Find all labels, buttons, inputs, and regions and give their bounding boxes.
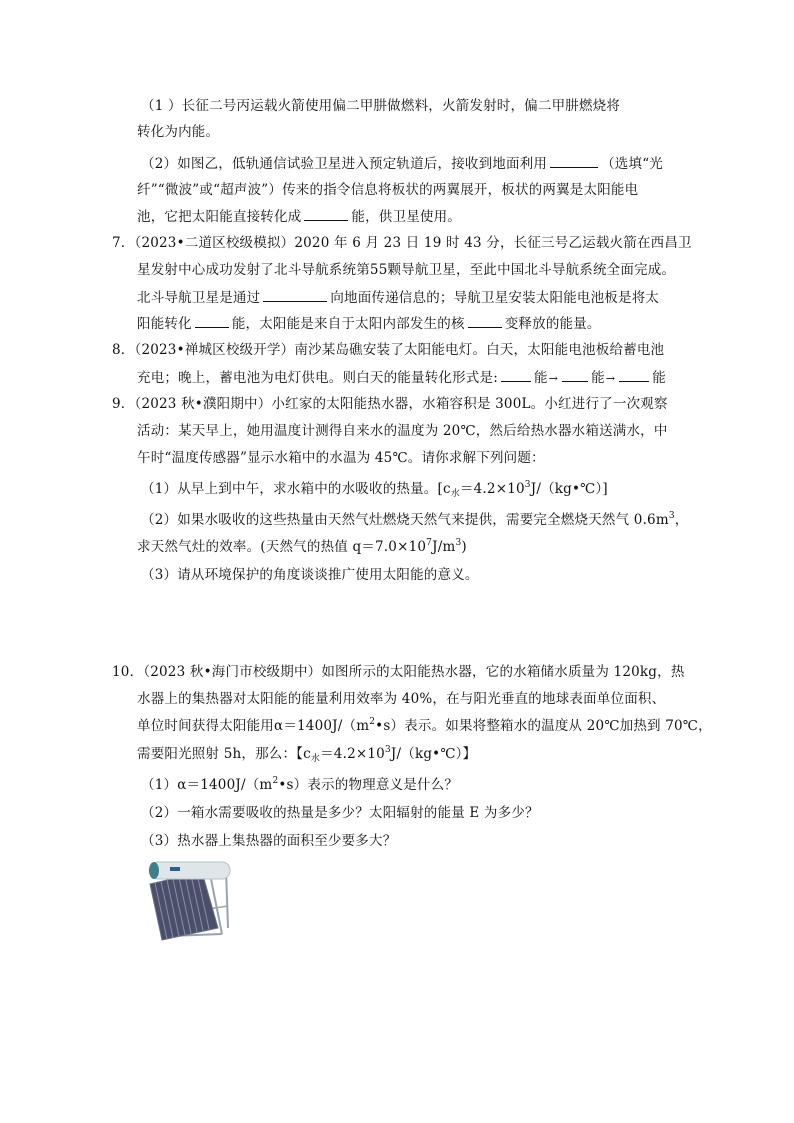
q7-line4: 阳能转化 能，太阳能是来自于太阳内部发生的核 变释放的能量。 <box>137 313 601 334</box>
q9-line3: 午时“温度传感器”显示水箱中的水温为 45℃。请你求解下列问题： <box>137 450 545 466</box>
q6-sub2-line3: 池，它把太阳能直接转化成 能，供卫星使用。 <box>137 206 461 227</box>
answer-blank[interactable] <box>304 206 348 221</box>
q9-line1: 9．（2023 秋•濮阳期中）小红家的太阳能热水器，水箱容积是 300L。小红进行了一次观察 <box>112 396 668 412</box>
q10-line1: 10．（2023 秋•海门市校级期中）如图所示的太阳能热水器，它的水箱储水质量为 120kg，热 <box>112 664 685 680</box>
answer-blank[interactable] <box>195 313 229 328</box>
q7-line1: 7．（2023•二道区校级模拟）2020 年 6 月 23 日 19 时 43 分，长征三号乙运载火箭在西昌卫 <box>112 235 692 251</box>
q9-sub2-line1: （2）如果水吸收的这些热量由天然气灶燃烧天然气来提供，需要完全燃烧天然气 $0.6m^3$， <box>141 511 689 528</box>
answer-blank[interactable] <box>562 367 588 382</box>
q6-sub1-line2: 转化为内能。 <box>137 124 220 140</box>
q10-sub1: $(1)\alpha=1400J/(m^2•s)$表示的物理意义是什么？ <box>141 776 459 793</box>
q6-sub2-line2: 纤”“微波”或“超声波”）传来的指令信息将板状的两翼展开，板状的两翼是太阳能电 <box>137 182 639 198</box>
q7-line3: 北斗导航卫星是通过 向地面传递信息的；导航卫星安装太阳能电池板是将太 <box>137 287 659 308</box>
q6-sub1-line1: （1 ）长征二号丙运载火箭使用偏二甲肼做燃料，火箭发射时，偏二甲肼燃烧将 <box>141 98 621 114</box>
answer-blank[interactable] <box>468 313 502 328</box>
q9-sub2-line2: 求天然气灶的效率。(天然气的热值 $q=7.0\times 10^7J/m^3$) <box>137 538 467 555</box>
q9-sub1: （1）从早上到中午，求水箱中的水吸收的热量。$[c_水=4.2\times 10^3J/(kg•℃)]$ <box>141 480 608 499</box>
q10-line4: 需要阳光照射 5h，那么：【$c_水=4.2\times 10^3J/(kg•℃)$】 <box>137 745 477 764</box>
arrow-icon: → <box>548 372 559 385</box>
answer-blank[interactable] <box>619 367 649 382</box>
answer-blank[interactable] <box>550 153 598 168</box>
q9-line2: 活动：某天早上，她用温度计测得自来水的温度为 20℃，然后给热水器水箱送满水，中 <box>137 423 668 439</box>
arrow-icon: → <box>605 372 616 385</box>
q9-sub3: （3）请从环境保护的角度谈谈推广使用太阳能的意义。 <box>141 567 479 583</box>
q6-sub2-line1: （2）如图乙，低轨通信试验卫星进入预定轨道后，接收到地面利用 （选填“光 <box>141 153 663 174</box>
q10-sub2: （2）一箱水需要吸收的热量是多少？太阳辐射的能量 E 为多少？ <box>141 805 539 821</box>
q10-line2: 水器上的集热器对太阳能的能量利用效率为 40%，在与阳光垂直的地球表面单位面积、 <box>137 691 666 707</box>
q8-line2: 充电；晚上，蓄电池为电灯供电。则白天的能量转化形式是: 能→ 能→ 能 <box>137 367 666 389</box>
solar-water-heater-icon <box>140 856 240 942</box>
q8-line1: 8．（2023•禅城区校级开学）南沙某岛礁安装了太阳能电灯。白天，太阳能电池板给蓄电池 <box>112 342 665 358</box>
q10-line3: 单位时间获得太阳能用$\alpha=1400J/(m^2•s)$表示。如果将整箱水的温度从 20℃加热到 70℃， <box>137 717 712 734</box>
q7-line2: 星发射中心成功发射了北斗导航系统第55颗导航卫星，至此中国北斗导航系统全面完成。 <box>137 262 676 278</box>
answer-blank[interactable] <box>501 367 531 382</box>
answer-blank[interactable] <box>263 287 327 302</box>
q10-sub3: （3）热水器上集热器的面积至少要多大？ <box>141 833 397 849</box>
